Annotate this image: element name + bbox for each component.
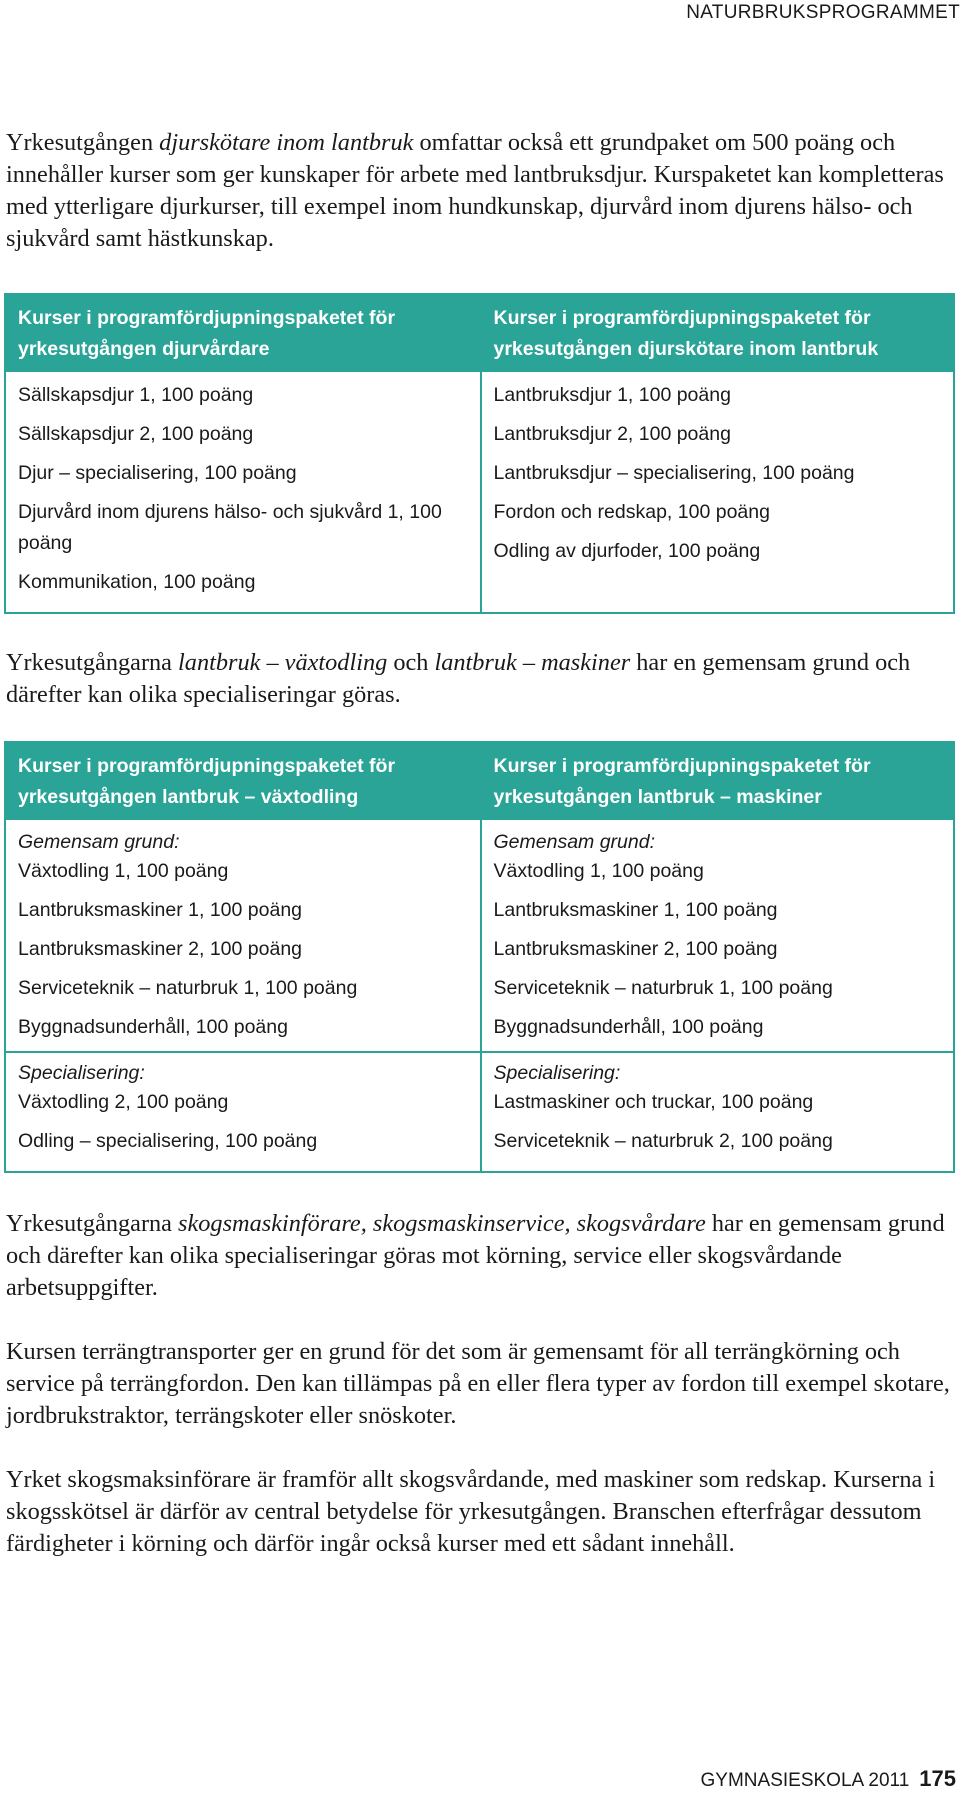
closing-paragraph-2: Kursen terrängtransporter ger en grund för det som är gemensamt för all terrängkörning och service på terrängfordon. Den kan tillämpas på en eller flera typer av fordon till exempel skotare, jordbrukstraktor, terrängskoter eller snöskoter.	[6, 1338, 950, 1429]
column-maskiner	[480, 743, 954, 1171]
intro-paragraph: Yrkesutgången djurskötare inom lantbruk omfattar också ett grundpaket om 500 poäng och innehåller kurser som ger kunskaper för arbete med lantbruksdjur. Kurspaketet kan kompletteras med ytterligare djurkurser, till exempel inom hundkunskap, djurvård inom djurens hälso- och sjukvård samt hästkunskap.	[6, 129, 944, 252]
course-item: Serviceteknik – naturbruk 2, 100 poäng	[493, 1130, 833, 1152]
column-header: Kurser i programfördjupningspaketet för yrkesutgången djurskötare inom lantbruk	[482, 295, 954, 372]
course-list	[6, 820, 480, 1171]
column-vaxtodling	[6, 743, 480, 1171]
column-header: Kurser i programfördjupningspaketet för yrkesutgången lantbruk – växtodling	[6, 743, 480, 820]
course-item: Byggnadsunderhåll, 100 poäng	[18, 1016, 288, 1038]
group-label: Specialisering:	[493, 1062, 621, 1084]
common-group	[494, 828, 942, 1043]
course-item: Djurvård inom djurens hälso- och sjukvård 1, 100 poäng	[18, 501, 442, 554]
closing-paragraph-3: Yrket skogsmaksinförare är framför allt skogsvårdande, med maskiner som redskap. Kurserna i skogsskötsel är därför av central betydelse för yrkesutgången. Branschen efterfrågar dessutom färdigheter i körning och därför ingår också kurser med ett sådant innehåll.	[6, 1466, 936, 1557]
group-label: Gemensam grund:	[493, 831, 655, 853]
column-djurskotare-lantbruk	[480, 295, 954, 612]
column-header: Kurser i programfördjupningspaketet för yrkesutgången lantbruk – maskiner	[482, 743, 954, 820]
course-table-lantbruk	[4, 741, 955, 1173]
course-list	[482, 372, 954, 581]
course-item: Fordon och redskap, 100 poäng	[493, 501, 770, 523]
course-item: Lantbruksmaskiner 1, 100 poäng	[493, 899, 778, 921]
course-item: Lantbruksdjur 1, 100 poäng	[493, 384, 731, 406]
closing-paragraph-1: Yrkesutgångarna skogsmaskinförare, skogsmaskinservice, skogsvårdare har en gemensam grund och därefter kan olika specialiseringar göras mot körning, service eller skogsvårdande arbetsuppgifter.	[6, 1210, 945, 1301]
middle-paragraph: Yrkesutgångarna lantbruk – växtodling och lantbruk – maskiner har en gemensam grund och därefter kan olika specialiseringar göras.	[6, 649, 911, 708]
common-group	[18, 828, 468, 1043]
course-item: Lantbruksdjur – specialisering, 100 poäng	[493, 462, 855, 484]
course-item: Växtodling 1, 100 poäng	[493, 860, 704, 882]
course-item: Lantbruksmaskiner 2, 100 poäng	[18, 938, 303, 960]
group-label: Specialisering:	[18, 1062, 145, 1084]
course-item: Byggnadsunderhåll, 100 poäng	[493, 1016, 764, 1038]
course-item: Serviceteknik – naturbruk 1, 100 poäng	[18, 977, 358, 999]
page-number: 175	[919, 1766, 956, 1791]
course-item: Lantbruksdjur 2, 100 poäng	[493, 423, 731, 445]
course-item: Lastmaskiner och truckar, 100 poäng	[493, 1091, 814, 1113]
course-item: Lantbruksmaskiner 2, 100 poäng	[493, 938, 778, 960]
page-footer	[701, 1766, 956, 1792]
group-label: Gemensam grund:	[18, 831, 180, 853]
column-djurvardare	[6, 295, 480, 612]
course-item: Serviceteknik – naturbruk 1, 100 poäng	[493, 977, 833, 999]
course-table-animals	[4, 293, 955, 614]
course-item: Djur – specialisering, 100 poäng	[18, 462, 297, 484]
running-head: NATURBRUKSPROGRAMMET	[686, 2, 960, 23]
course-item: Sällskapsdjur 2, 100 poäng	[18, 423, 254, 445]
course-item: Växtodling 2, 100 poäng	[18, 1091, 229, 1113]
publication-name: GYMNASIESKOLA 2011	[700, 1770, 910, 1791]
course-item: Växtodling 1, 100 poäng	[18, 860, 229, 882]
course-list	[6, 372, 480, 612]
course-item: Kommunikation, 100 poäng	[18, 571, 256, 593]
course-item: Lantbruksmaskiner 1, 100 poäng	[18, 899, 303, 921]
course-item: Odling av djurfoder, 100 poäng	[493, 540, 761, 562]
course-list	[482, 820, 954, 1171]
course-item: Odling – specialisering, 100 poäng	[18, 1130, 318, 1152]
column-header: Kurser i programfördjupningspaketet för yrkesutgången djurvårdare	[6, 295, 480, 372]
specialisation-group	[6, 1051, 480, 1157]
course-item: Sällskapsdjur 1, 100 poäng	[18, 384, 254, 406]
specialisation-group	[482, 1051, 954, 1157]
